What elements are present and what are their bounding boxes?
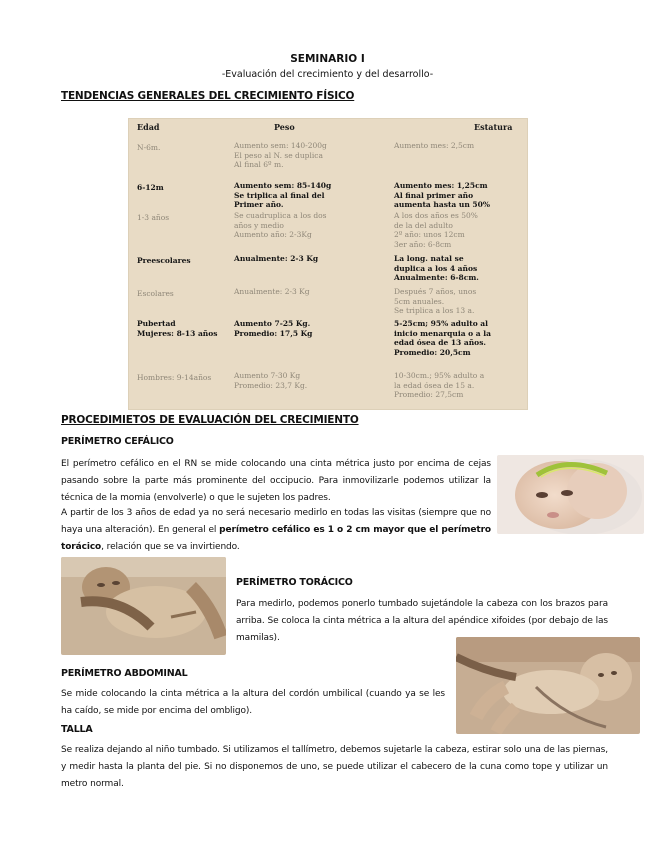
table-cell-height: A los dos años es 50% de la del adulto 2º año: unos 12cm 3er año: 6-8cm bbox=[394, 211, 478, 249]
subsection-title-height: TALLA bbox=[61, 724, 93, 735]
table-cell-age: Hombres: 9-14años bbox=[137, 373, 212, 382]
table-cell-age: N-6m. bbox=[137, 143, 161, 152]
table-cell-height: Aumento mes: 1,25cm Al final primer año aumenta hasta un 50% bbox=[394, 181, 490, 209]
table-cell-height: Aumento mes: 2,5cm bbox=[394, 141, 475, 150]
paragraph-head-circumference-2 bbox=[61, 505, 491, 556]
photo-head-measurement bbox=[497, 455, 644, 534]
page-subtitle: -Evaluación del crecimiento y del desarrollo- bbox=[221, 69, 434, 80]
table-header-cell: Estatura bbox=[474, 122, 513, 132]
paragraph-head-circumference-1: El perímetro cefálico en el RN se mide colocando una cinta métrica justo por encima de cejas pasando sobre la parte más prominente del occipucio. Para inmovilizarle podemos utilizar la técnica de la momia (envolverle) o que le sujeten los padres. bbox=[61, 459, 491, 503]
text-fragment: , relación que se va invirtiendo. bbox=[101, 542, 240, 552]
table-cell-height: 5-25cm; 95% adulto al inicio menarquia o a la edad ósea de 13 años. Promedio: 20,5cm bbox=[394, 319, 491, 357]
paragraph-chest-circumference: Para medirlo, podemos ponerlo tumbado sujetándole la cabeza con los brazos para arriba. Se coloca la cinta métrica a la altura del apéndice xifoides (por debajo de las mamilas). bbox=[236, 599, 608, 643]
table-cell-age: Pubertad Mujeres: 8-13 años bbox=[137, 319, 218, 338]
table-cell-weight: Anualmente: 2-3 Kg bbox=[234, 254, 319, 263]
table-cell-weight: Aumento sem: 140-200g El peso al N. se duplica Al final 6º m. bbox=[234, 141, 327, 169]
subsection-title-abdominal-circumference: PERÍMETRO ABDOMINAL bbox=[61, 668, 188, 679]
section-heading-procedures: PROCEDIMIETOS DE EVALUACIÓN DEL CRECIMIENTO bbox=[61, 414, 359, 426]
table-cell-height: La long. natal se duplica a los 4 años Anualmente: 6-8cm. bbox=[394, 254, 479, 282]
table-cell-age: 1-3 años bbox=[137, 213, 170, 222]
table-cell-age: 6-12m bbox=[137, 183, 164, 192]
table-header-cell: Edad bbox=[137, 122, 160, 132]
table-header-cell: Peso bbox=[274, 122, 295, 132]
photo-chest-measurement bbox=[61, 557, 226, 655]
page-title: SEMINARIO I bbox=[290, 53, 365, 65]
table-cell-weight: Aumento 7-30 Kg Promedio: 23,7 Kg. bbox=[234, 371, 308, 390]
subsection-title-chest-circumference: PERÍMETRO TORÁCICO bbox=[236, 577, 353, 588]
table-cell-weight: Aumento sem: 85-140g Se triplica al final del Primer año. bbox=[234, 181, 332, 209]
text-bold-fragment: perímetro cefálico es 1 o 2 cm mayor que el perímetro torácico bbox=[61, 525, 491, 552]
section-heading-growth-trends: TENDENCIAS GENERALES DEL CRECIMIENTO FÍSICO bbox=[61, 90, 355, 102]
table-cell-age: Escolares bbox=[137, 289, 174, 298]
photo-abdominal-measurement bbox=[456, 637, 640, 734]
table-cell-weight: Aumento 7-25 Kg. Promedio: 17,5 Kg bbox=[234, 319, 313, 338]
table-cell-height: 10-30cm.; 95% adulto a la edad ósea de 15 a. Promedio: 27,5cm bbox=[394, 371, 485, 399]
table-cell-height: Después 7 años, unos 5cm anuales. Se triplica a los 13 a. bbox=[394, 287, 477, 315]
paragraph-height: Se realiza dejando al niño tumbado. Si utilizamos el tallímetro, debemos sujetarle la cabeza, estirar solo una de las piernas, y medir hasta la planta del pie. Si no disponemos de uno, se puede utilizar el cabecero de la cuna como tope y utilizar un metro normal. bbox=[61, 745, 608, 789]
table-cell-weight: Anualmente: 2-3 Kg bbox=[234, 287, 310, 296]
subsection-title-head-circumference: PERÍMETRO CEFÁLICO bbox=[61, 436, 174, 447]
table-cell-weight: Se cuadruplica a los dos años y medio Aumento año: 2-3Kg bbox=[234, 211, 327, 239]
growth-table-image bbox=[128, 118, 528, 410]
paragraph-abdominal-circumference: Se mide colocando la cinta métrica a la altura del cordón umbilical (cuando ya se les ha caído, se mide por encima del ombligo). bbox=[61, 689, 445, 716]
text-fragment: A partir de los 3 años de edad ya no será necesario medirlo en todas las visitas (siempre que no haya una alteración). En general el bbox=[61, 508, 491, 535]
table-cell-age: Preescolares bbox=[137, 256, 191, 265]
